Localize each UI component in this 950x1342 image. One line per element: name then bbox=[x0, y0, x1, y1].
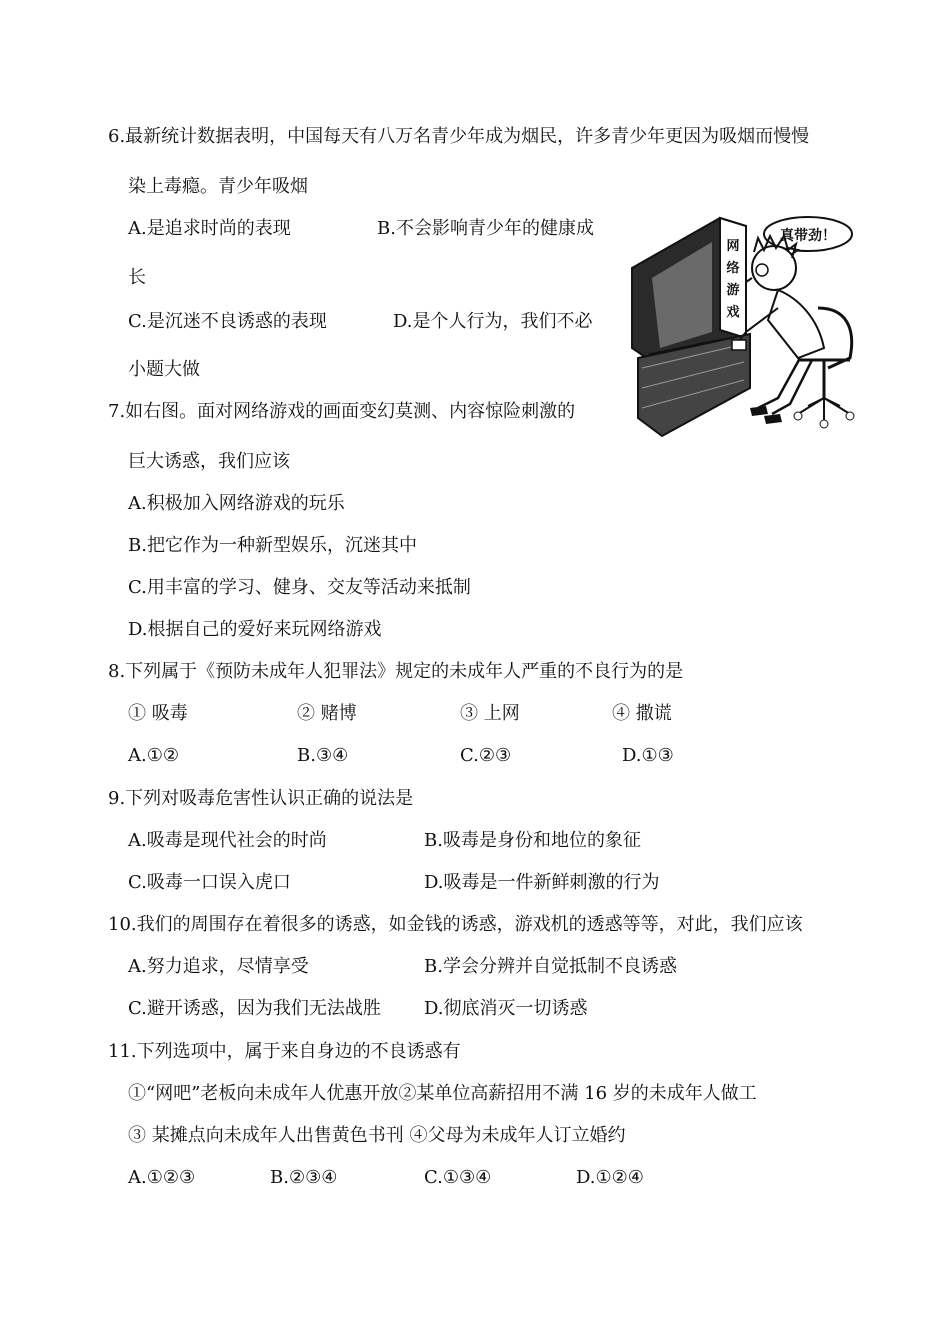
person-head bbox=[752, 246, 796, 290]
q7-stem-line1: 7.如右图。面对网络游戏的画面变幻莫测、内容惊险刺激的 bbox=[108, 401, 576, 422]
q9-option-d: D.吸毒是一件新鲜刺激的行为 bbox=[424, 872, 660, 893]
person-body bbox=[768, 290, 824, 358]
online-game-cartoon bbox=[628, 208, 860, 446]
q8-item-4: ④ 撒谎 bbox=[612, 703, 672, 724]
q11-option-b: B.②③④ bbox=[270, 1167, 338, 1188]
q8-item-1: ① 吸毒 bbox=[128, 703, 188, 724]
q6-option-a: A.是追求时尚的表现 bbox=[128, 218, 291, 239]
q8-option-c: C.②③ bbox=[460, 745, 512, 766]
screen-char-1: 网 bbox=[726, 239, 740, 254]
q8-stem: 8.下列属于《预防未成年人犯罪法》规定的未成年人严重的不良行为的是 bbox=[108, 661, 684, 682]
q6-option-d-cont: 小题大做 bbox=[128, 359, 200, 380]
q6-option-c: C.是沉迷不良诱惑的表现 bbox=[128, 311, 327, 332]
q7-option-a: A.积极加入网络游戏的玩乐 bbox=[128, 493, 345, 514]
screen-char-3: 游 bbox=[726, 283, 740, 298]
speech-text: 真带劲！ bbox=[780, 228, 836, 244]
q7-stem-line2: 巨大诱惑，我们应该 bbox=[128, 451, 290, 472]
q7-option-d: D.根据自己的爱好来玩网络游戏 bbox=[128, 619, 382, 640]
screen-char-2: 络 bbox=[726, 261, 740, 276]
q10-stem: 10.我们的周围存在着很多的诱惑，如金钱的诱惑，游戏机的透惑等等，对此，我们应该 bbox=[108, 914, 803, 935]
q8-item-2: ② 赌博 bbox=[297, 703, 357, 724]
q9-stem: 9.下列对吸毒危害性认识正确的说法是 bbox=[108, 788, 414, 809]
q6-stem-line2: 染上毒瘾。青少年吸烟 bbox=[128, 176, 308, 197]
q7-option-b: B.把它作为一种新型娱乐，沉迷其中 bbox=[128, 535, 417, 556]
monitor-screen bbox=[720, 218, 746, 338]
q6-option-d: D.是个人行为，我们不必 bbox=[393, 311, 593, 332]
screen-char-4: 戏 bbox=[726, 305, 740, 320]
q11-items-line2: ③ 某摊点向未成年人出售黄色书刊 ④父母为未成年人订立婚约 bbox=[128, 1125, 626, 1146]
q7-option-c: C.用丰富的学习、健身、交友等活动来抵制 bbox=[128, 577, 471, 598]
q11-stem: 11.下列选项中，属于来自身边的不良诱惑有 bbox=[108, 1041, 461, 1062]
q8-option-d: D.①③ bbox=[622, 745, 674, 766]
q10-option-c: C.避开诱惑，因为我们无法战胜 bbox=[128, 998, 381, 1019]
q9-option-a: A.吸毒是现代社会的时尚 bbox=[128, 830, 327, 851]
q9-option-b: B.吸毒是身份和地位的象征 bbox=[424, 830, 641, 851]
q8-option-b: B.③④ bbox=[297, 745, 349, 766]
q8-option-a: A.①② bbox=[128, 745, 179, 766]
q11-option-a: A.①②③ bbox=[128, 1167, 196, 1188]
q8-item-3: ③ 上网 bbox=[460, 703, 520, 724]
q10-option-d: D.彻底消灭一切诱惑 bbox=[424, 998, 588, 1019]
q9-option-c: C.吸毒一口误入虎口 bbox=[128, 872, 291, 893]
q6-stem-line1: 6.最新统计数据表明，中国每天有八万名青少年成为烟民，许多青少年更因为吸烟而慢慢 bbox=[108, 126, 810, 147]
q11-items-line1: ①“网吧”老板向未成年人优惠开放②某单位高薪招用不满 16 岁的未成年人做工 bbox=[128, 1083, 757, 1104]
q10-option-b: B.学会分辨并自觉抵制不良诱惑 bbox=[424, 956, 677, 977]
q11-option-c: C.①③④ bbox=[424, 1167, 492, 1188]
q6-option-b-cont: 长 bbox=[128, 267, 146, 288]
q11-option-d: D.①②④ bbox=[576, 1167, 644, 1188]
q6-option-b: B.不会影响青少年的健康成 bbox=[377, 218, 594, 239]
q10-option-a: A.努力追求，尽情享受 bbox=[128, 956, 309, 977]
